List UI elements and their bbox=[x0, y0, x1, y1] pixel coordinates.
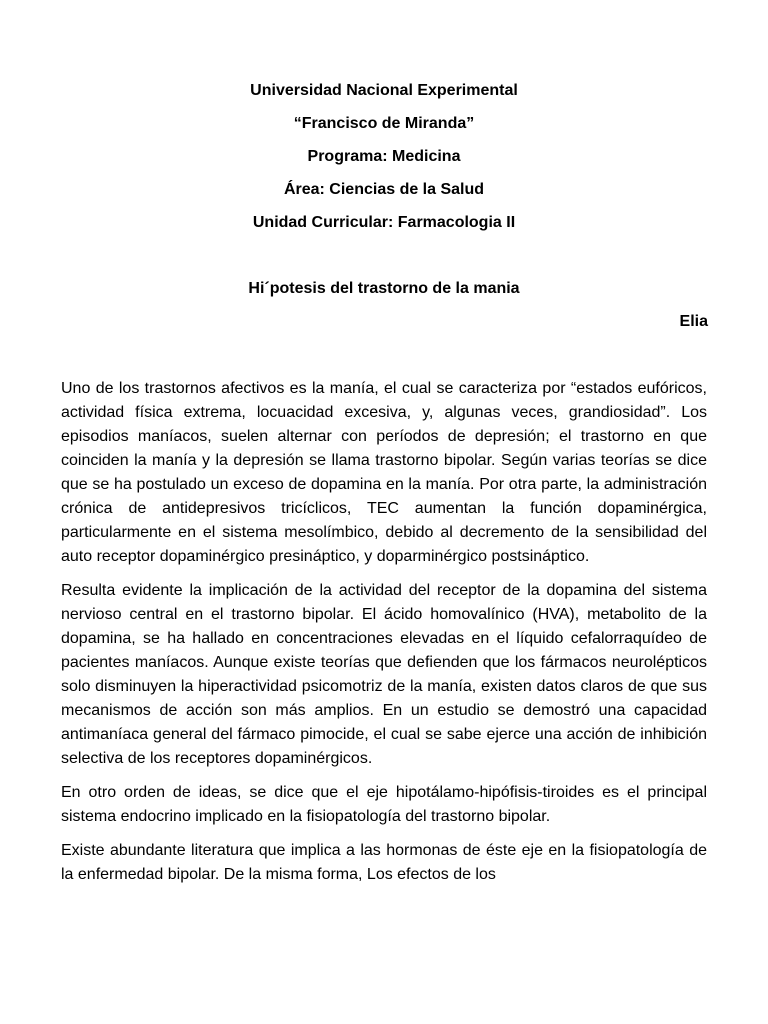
program-heading: Programa: Medicina bbox=[307, 148, 461, 165]
university-heading: Universidad Nacional Experimental bbox=[250, 82, 518, 99]
university-name-heading: “Francisco de Miranda” bbox=[293, 115, 475, 132]
body-paragraph: Uno de los trastornos afectivos es la manía, el cual se caracteriza por “estados eufóricos, actividad física extrema, locuacidad excesiva, y, algunas veces, grandiosidad”. Los episodios maníacos, suelen alternar con períodos de depresión; el trastorno en que coinciden la manía y la depresión se llama trastorno bipolar. Según varias teorías se dice que se ha postulado un exceso de dopamina en la manía. Por otra parte, la administración crónica de antidepresivos tricíclicos, TEC aumentan la función dopaminérgica, particularmente en el sistema mesolímbico, debido al decremento de la sensibilidad del auto receptor dopaminérgico presináptico, y doparminérgico postsináptico. bbox=[61, 380, 707, 565]
curricular-unit-heading: Unidad Curricular: Farmacologia II bbox=[252, 214, 516, 231]
document-header bbox=[0, 80, 768, 245]
body-paragraph: En otro orden de ideas, se dice que el eje hipotálamo-hipófisis-tiroides es el principal sistema endocrino implicado en la fisiopatología del trastorno bipolar. bbox=[61, 784, 707, 825]
author-name: Elia bbox=[679, 313, 708, 330]
body-paragraph: Resulta evidente la implicación de la actividad del receptor de la dopamina del sistema nervioso central en el trastorno bipolar. El ácido homovalínico (HVA), metabolito de la dopamina, se ha hallado en concentraciones elevadas en el líquido cefalorraquídeo de pacientes maníacos. Aunque existe teorías que defienden que los fármacos neurolépticos solo disminuyen la hiperactividad psicomotriz de la manía, existen datos claros de que sus mecanismos de acción son más amplios. En un estudio se demostró una capacidad antimaníaca general del fármaco pimocide, el cual se sabe ejerce una acción de inhibición selectiva de los receptores dopaminérgicos. bbox=[61, 582, 707, 767]
area-heading: Área: Ciencias de la Salud bbox=[283, 181, 485, 198]
document-title: Hi´potesis del trastorno de la mania bbox=[248, 280, 520, 297]
body-paragraph: Existe abundante literatura que implica a las hormonas de éste eje en la fisiopatología de la enfermedad bipolar. De la misma forma, Los efectos de los bbox=[61, 842, 707, 883]
document-body bbox=[61, 377, 707, 897]
